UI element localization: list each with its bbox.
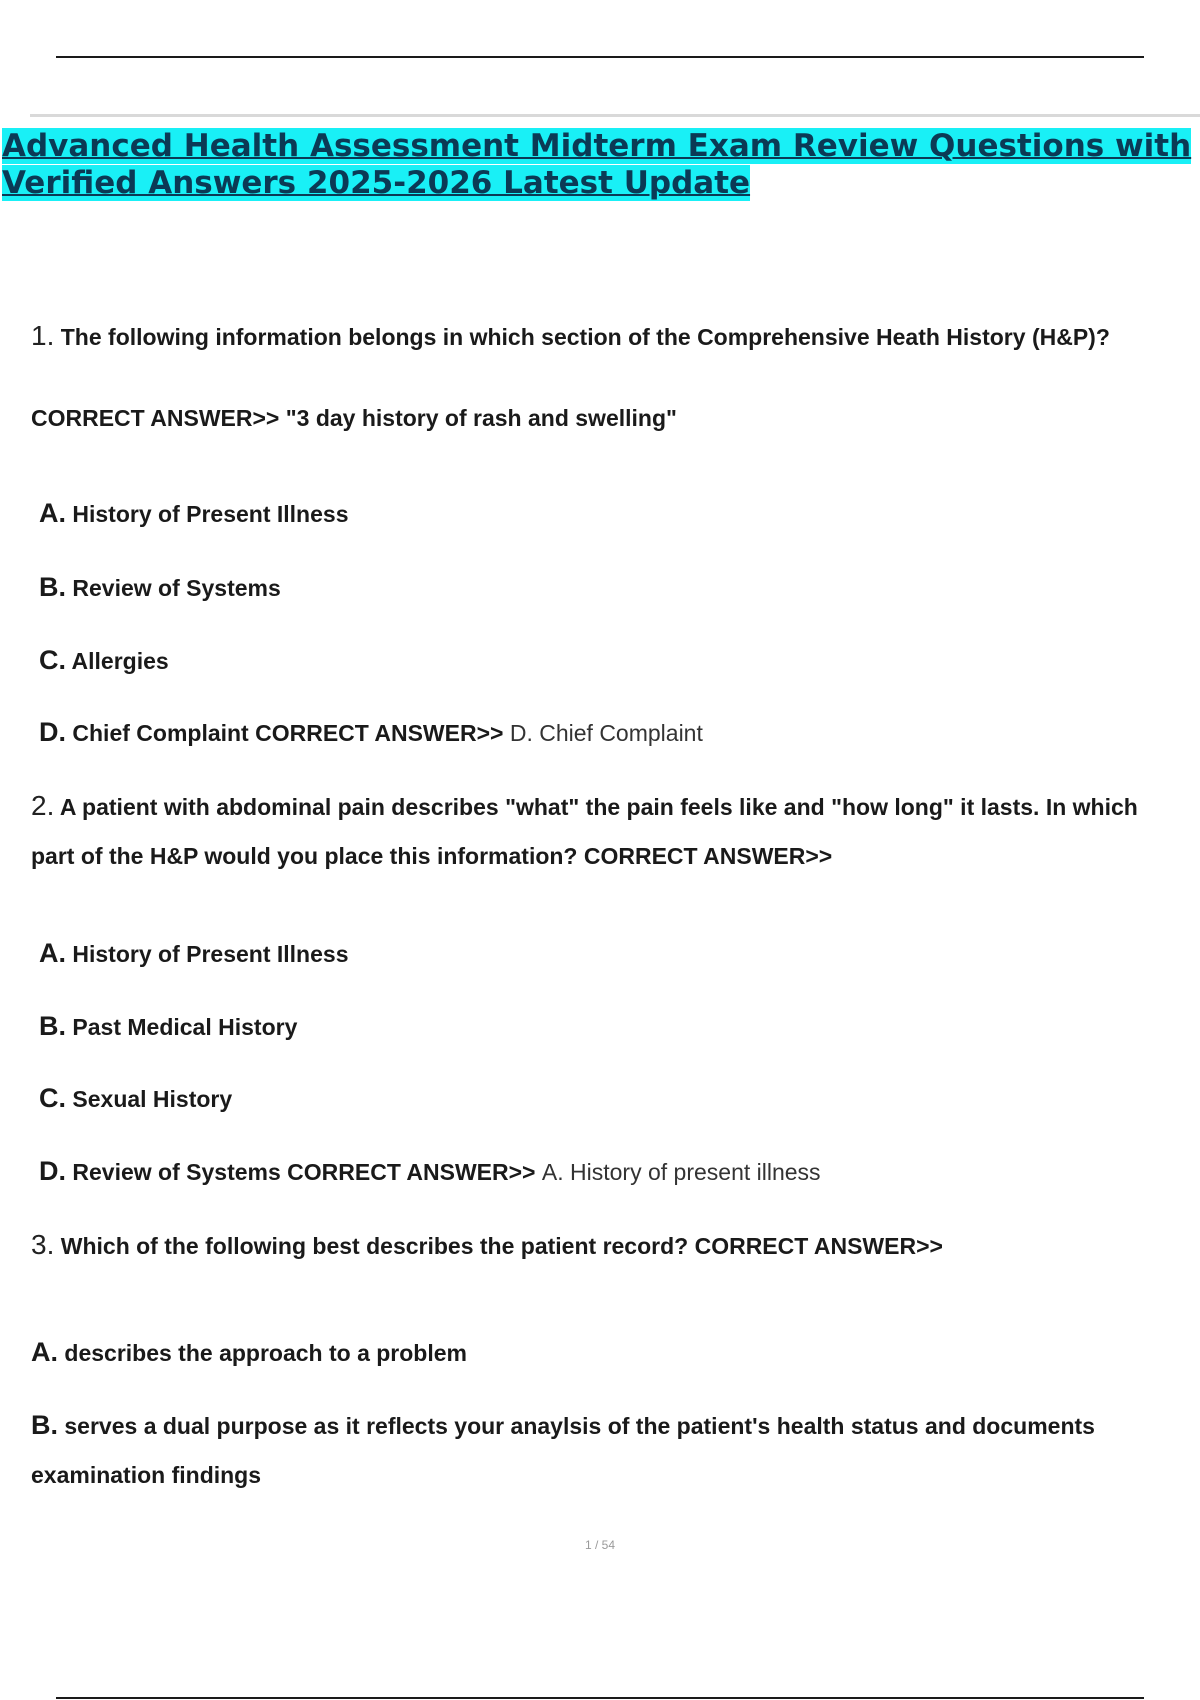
question-number: 1. xyxy=(31,320,55,351)
correct-answer: A. History of present illness xyxy=(541,1159,821,1185)
option-letter: C. xyxy=(39,1083,66,1113)
top-rule xyxy=(56,56,1144,58)
question-text: Which of the following best describes the patient record? CORRECT ANSWER>> xyxy=(60,1233,943,1259)
q3-option-a xyxy=(31,1337,1200,1368)
correct-answer: D. Chief Complaint xyxy=(509,720,703,746)
document-title xyxy=(2,128,1198,202)
page-number: 1 / 54 xyxy=(584,1538,616,1552)
option-text: describes the approach to a problem xyxy=(64,1340,467,1366)
q1-option-c xyxy=(39,645,1200,676)
option-letter: D. xyxy=(39,717,66,747)
option-text: serves a dual purpose as it reflects your anaylsis of the patient's health status and documents xyxy=(64,1413,1095,1439)
q1-option-b xyxy=(39,572,1200,603)
q1-option-d xyxy=(39,717,1200,748)
q3-option-b-continued: examination findings xyxy=(31,1462,262,1488)
option-text: Chief Complaint CORRECT ANSWER>> xyxy=(72,720,504,746)
option-text: History of Present Illness xyxy=(72,501,349,527)
question-1-prompt: CORRECT ANSWER>> "3 day history of rash and swelling" xyxy=(31,405,677,431)
question-3 xyxy=(31,1229,1200,1261)
question-text: The following information belongs in which section of the Comprehensive Heath History (H&P)? xyxy=(60,324,1110,350)
q2-option-a xyxy=(39,938,1200,969)
question-1 xyxy=(31,320,1200,352)
option-text: Allergies xyxy=(71,648,169,674)
q1-option-a xyxy=(39,498,1200,529)
option-text: Review of Systems xyxy=(72,575,281,601)
bottom-rule xyxy=(56,1697,1144,1699)
option-text: Past Medical History xyxy=(72,1014,298,1040)
question-number: 3. xyxy=(31,1229,55,1260)
question-2 xyxy=(31,790,1200,822)
option-letter: B. xyxy=(39,1011,66,1041)
option-text: History of Present Illness xyxy=(72,941,349,967)
title-line-1: Advanced Health Assessment Midterm Exam Review Questions with xyxy=(2,128,1192,164)
question-number: 2. xyxy=(31,790,55,821)
question-text: A patient with abdominal pain describes "what" the pain feels like and "how long" it lasts. In which xyxy=(59,794,1138,820)
option-letter: B. xyxy=(31,1410,58,1440)
title-line-2: Verified Answers 2025-2026 Latest Update xyxy=(2,165,751,201)
option-text: Sexual History xyxy=(72,1086,233,1112)
option-letter: C. xyxy=(39,645,66,675)
q2-option-b xyxy=(39,1011,1200,1042)
q3-option-b xyxy=(31,1410,1200,1441)
header-divider xyxy=(30,114,1200,117)
question-2-continued: part of the H&P would you place this information? CORRECT ANSWER>> xyxy=(31,843,833,869)
option-letter: A. xyxy=(39,938,66,968)
q2-option-d xyxy=(39,1156,1200,1187)
option-letter: A. xyxy=(39,498,66,528)
q2-option-c xyxy=(39,1083,1200,1114)
option-letter: B. xyxy=(39,572,66,602)
option-letter: D. xyxy=(39,1156,66,1186)
option-text: Review of Systems CORRECT ANSWER>> xyxy=(72,1159,536,1185)
option-letter: A. xyxy=(31,1337,58,1367)
